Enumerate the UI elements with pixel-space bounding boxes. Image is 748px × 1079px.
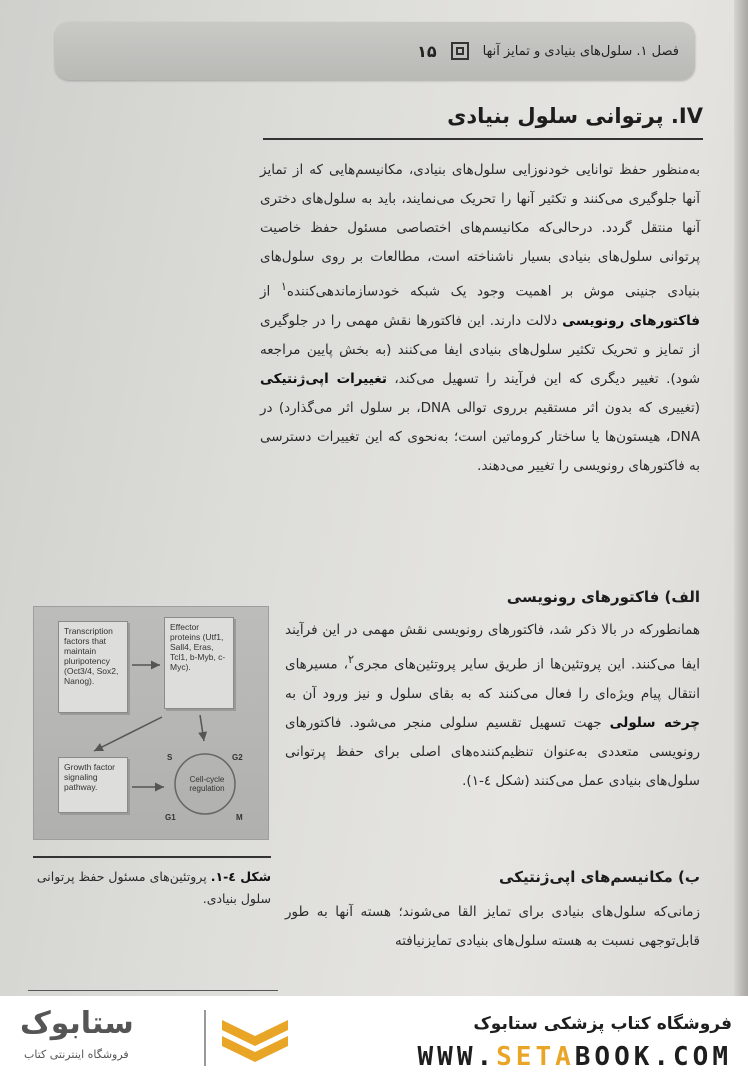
paragraph-epigenetic: زمانی‌که سلول‌های بنیادی برای تمایز القا می‌شوند؛ هسته آنها به طور قابل‌توجهی نسبت به هسته سلول‌های بنیادی تمایزنیافته — [285, 904, 700, 949]
paragraph-transcription-factors: همانطورکه در بالا ذکر شد، فاکتورهای رونویسی نقش مهمی در این فرآیند ایفا می‌کنند. این پروتئین‌ها از طریق سایر پروتئین‌های مجری$^۲$، مسیرهای انتقال پیام ویژه‌ای را فعال می‌کنند که به بقای سلول و نیز ورود آن به چرخه سلولی جهت تسهیل تقسیم سلولی منجر می‌شود. فاکتورهای رونویسی متعددی به‌عنوان تنظیم‌کننده‌های اصلی برای حفظ پرتوانی سلول‌های بنیادی عمل می‌کنند (شکل ٤-۱). — [285, 622, 700, 789]
phase-g1-label: G1 — [165, 813, 176, 822]
page-edge — [734, 0, 748, 1000]
phase-g2-label: G2 — [232, 753, 243, 762]
page-number: ۱۵ — [417, 41, 437, 61]
figure-pluripotency-diagram — [33, 606, 269, 840]
book-chevron-logo-icon — [220, 1012, 290, 1068]
figure-caption: شکل ٤-۱. پروتئین‌های مسئول حفظ پرتوانی سلول بنیادی. — [36, 869, 271, 906]
cell-cycle-label: Cell-cycle regulation — [189, 775, 225, 793]
footnote-divider — [28, 990, 278, 991]
caption-label: شکل ٤-۱. — [210, 869, 271, 884]
footer-shop-name: فروشگاه کتاب پزشکی ستابوک — [473, 1014, 732, 1034]
box-transcription-factors: Transcription factors that maintain pluripotency (Oct3/4, Sox2, Nanog). — [58, 621, 128, 713]
section-title: IV. پرتوانی سلول بنیادی — [263, 104, 703, 140]
phase-m-label: M — [236, 813, 243, 822]
footer-banner — [0, 996, 748, 1079]
arrow-effector-to-growth — [94, 717, 162, 751]
footer-logo-text: ستابوک — [20, 1006, 134, 1041]
paragraph-pluripotency: به‌منظور حفظ توانایی خودنوزایی سلول‌های بنیادی، مکانیسم‌هایی که از تمایز آنها جلوگیری می‌کنند و تکثیر آنها را تحریک می‌نمایند، باید به سلول‌های دختری آنها منتقل گردد. درحالی‌که مکانیسم‌های اختصاصی مسئول حفظ خاصیت پرتوانی سلول‌های بنیادی بسیار ناشناخته است، مطالعات بر روی سلول‌های بنیادی جنینی موش بر اهمیت وجود یک شبکه خودسازماندهی‌کننده$^۱$ از فاکتورهای رونویسی دلالت دارند. این فاکتورها نقش مهمی را در جلوگیری از تمایز و تحریک تکثیر سلول‌های بنیادی ایفا می‌کنند (به بخش پایین مراجعه شود). تغییر دیگری که این فرآیند را تسهیل می‌کند، تغییرات اپی‌ژنتیکی (تغییری که بدون اثر مستقیم برروی توالی DNA، بر سلول اثر می‌گذارد) در DNA، هیستون‌ها یا ساختار کروماتین است؛ به‌نحوی که این تغییرات دسترسی به فاکتورهای رونویسی را تغییر می‌دهند. — [260, 162, 701, 474]
term-transcription-factors: فاکتورهای رونویسی — [562, 312, 700, 329]
chapter-header — [55, 22, 695, 80]
subheading-transcription-factors: الف) فاکتورهای رونویسی — [506, 588, 700, 606]
footer-logo-divider — [204, 1010, 206, 1066]
term-epigenetic-changes: تغییرات اپی‌ژنتیکی — [260, 370, 387, 387]
phase-s-label: S — [167, 753, 173, 762]
subheading-epigenetic: ب) مکانیسم‌های اپی‌ژنتیکی — [499, 868, 700, 886]
caption-divider — [33, 856, 271, 858]
box-effector-proteins: Effector proteins (Utf1, Sall4, Eras, Tcl1, b-Myb, c-Myc). — [164, 617, 234, 709]
arrow-effector-to-cycle — [200, 715, 204, 741]
footer-url[interactable]: WWW.SETABOOK.COM — [417, 1042, 732, 1072]
square-ornament-icon — [451, 42, 469, 60]
box-growth-factor: Growth factor signaling pathway. — [58, 757, 128, 813]
term-cell-cycle: چرخه سلولی — [609, 714, 700, 731]
chapter-title: فصل ۱. سلول‌های بنیادی و تمایز آنها — [482, 43, 679, 59]
footer-logo-subtitle: فروشگاه اینترنتی کتاب — [24, 1048, 129, 1061]
